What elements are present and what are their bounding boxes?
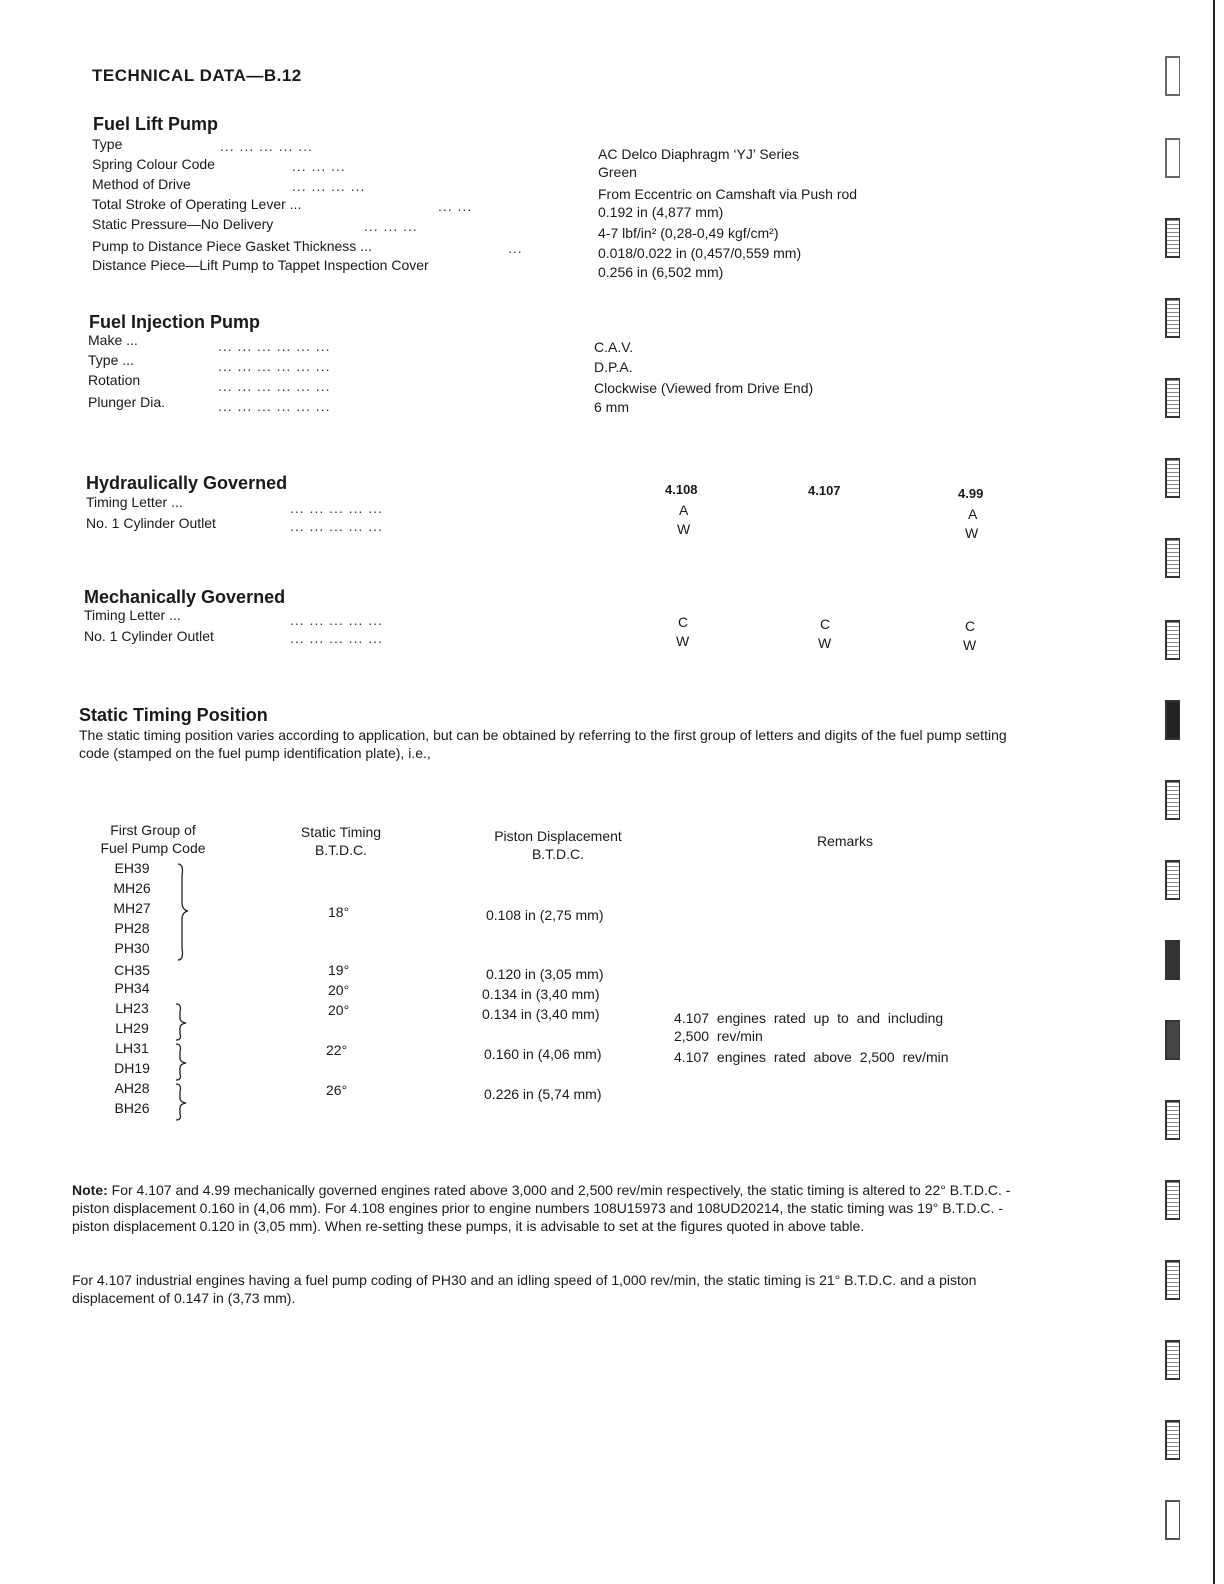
leader-dots: ... ... — [438, 198, 473, 214]
cylinder-outlet-4108: W — [676, 633, 690, 649]
note-paragraph — [72, 1181, 1016, 1235]
fuel-injection-pump-heading: Fuel Injection Pump — [89, 312, 261, 332]
binding-tab — [1165, 218, 1180, 258]
fuel-pump-code: LH31 — [115, 1040, 149, 1056]
leader-dots: ... ... ... ... ... — [290, 518, 383, 534]
spec-label: Static Pressure—No Delivery — [92, 216, 274, 232]
timing-letter-499: A — [968, 506, 978, 522]
binding-tab — [1165, 860, 1180, 900]
binding-tab — [1165, 1340, 1180, 1380]
spec-label: Plunger Dia. — [88, 394, 166, 410]
spec-label: No. 1 Cylinder Outlet — [86, 515, 216, 531]
static-timing-value: 22° — [326, 1042, 348, 1058]
remarks-value: 4.107 engines rated up to and including 2,500 rev/min — [674, 1010, 944, 1044]
binding-tab — [1165, 780, 1180, 820]
code-group-brace-22deg — [168, 1042, 188, 1082]
spec-value: 0.256 in (6,502 mm) — [598, 264, 724, 280]
page-edge — [1213, 0, 1215, 1584]
col-header-static-timing: Static Timing B.T.D.C. — [300, 824, 382, 858]
timing-letter-499: C — [965, 618, 976, 634]
fuel-pump-code: MH26 — [113, 880, 151, 896]
fuel-pump-code: EH39 — [114, 860, 150, 876]
note-label: Note: — [72, 1182, 108, 1198]
binding-tab — [1165, 458, 1180, 498]
timing-letter-4107: C — [820, 616, 831, 632]
binding-tab — [1165, 1500, 1180, 1540]
note-paragraph-2: For 4.107 industrial engines having a fuel pump coding of PH30 and an idling speed of 1,000 rev/min, the static timing is 21° B.T.D.C. and a piston displacement of 0.147 in (3,73 mm). — [72, 1272, 977, 1306]
leader-dots: ... ... ... ... ... — [290, 500, 383, 516]
static-timing-value: 19° — [328, 962, 350, 978]
spec-value: 0.192 in (4,877 mm) — [598, 204, 724, 220]
spec-label: Timing Letter ... — [86, 494, 183, 510]
fuel-pump-code: PH30 — [114, 940, 150, 956]
static-timing-value: 26° — [326, 1082, 348, 1098]
cylinder-outlet-4108: W — [677, 521, 691, 537]
fuel-pump-code: LH23 — [115, 1000, 149, 1016]
piston-displacement-value: 0.108 in (2,75 mm) — [486, 907, 604, 923]
spec-label: Rotation — [88, 372, 141, 388]
remarks-value: 4.107 engines rated above 2,500 rev/min — [674, 1049, 949, 1065]
leader-dots: ... ... ... ... — [292, 178, 366, 194]
binding-tab — [1165, 1180, 1180, 1220]
static-timing-intro: The static timing position varies according to application, but can be obtained by referring to the first group of letters and digits of the fuel pump setting code (stamped on the fuel pump identification plate), i.e., — [79, 727, 1007, 761]
page-title: TECHNICAL DATA—B.12 — [92, 66, 302, 85]
piston-displacement-value: 0.134 in (3,40 mm) — [482, 986, 600, 1002]
spec-label: Distance Piece—Lift Pump to Tappet Inspection Cover — [92, 257, 429, 273]
hydraulically-governed-heading: Hydraulically Governed — [86, 473, 288, 493]
fuel-pump-code: BH26 — [114, 1100, 150, 1116]
col-header-4107: 4.107 — [808, 483, 841, 498]
mechanically-governed-heading: Mechanically Governed — [84, 587, 286, 607]
fuel-pump-code: LH29 — [115, 1020, 149, 1036]
cylinder-outlet-499: W — [963, 637, 977, 653]
fuel-pump-code: DH19 — [114, 1060, 150, 1076]
binding-tab — [1165, 56, 1180, 96]
col-header-remarks: Remarks — [816, 833, 873, 849]
piston-displacement-value: 0.226 in (5,74 mm) — [484, 1086, 602, 1102]
spec-label: Method of Drive — [92, 176, 191, 192]
timing-letter-4108: C — [678, 614, 689, 630]
spec-value: D.P.A. — [594, 359, 633, 375]
cylinder-outlet-499: W — [965, 525, 979, 541]
leader-dots: ... ... ... ... ... ... — [218, 338, 331, 354]
leader-dots: ... ... ... ... ... ... — [218, 398, 331, 414]
fuel-pump-code: PH34 — [114, 980, 150, 996]
fuel-pump-code: CH35 — [114, 962, 150, 978]
spec-label: Total Stroke of Operating Lever ... — [92, 196, 302, 212]
leader-dots: ... — [508, 240, 523, 256]
spec-value: From Eccentric on Camshaft via Push rod — [598, 186, 858, 202]
binding-tab — [1165, 1260, 1180, 1300]
code-group-brace-18deg — [170, 862, 190, 962]
spec-value: Clockwise (Viewed from Drive End) — [594, 380, 814, 396]
piston-displacement-value: 0.120 in (3,05 mm) — [486, 966, 604, 982]
cylinder-outlet-4107: W — [818, 635, 832, 651]
note-text: For 4.107 and 4.99 mechanically governed engines rated above 3,000 and 2,500 rev/min respectively, the static timing is altered to 22° B.T.D.C. - piston displacement 0.160 in (4,06 mm). For 4.108 engines prior to engine numbers 108U15973 and 108UD20214, the static timing was 19° B.T.D.C. - piston displacement 0.120 in (3,05 mm). When re-setting these pumps, it is advisable to set at the figures quoted in above table. — [72, 1182, 1011, 1234]
spec-label: Pump to Distance Piece Gasket Thickness ... — [92, 238, 372, 254]
leader-dots: ... ... ... — [364, 218, 418, 234]
leader-dots: ... ... ... ... ... ... — [218, 378, 331, 394]
piston-displacement-value: 0.134 in (3,40 mm) — [482, 1006, 600, 1022]
leader-dots: ... ... ... ... ... ... — [218, 358, 331, 374]
spec-value: 6 mm — [594, 399, 629, 415]
spec-label: Timing Letter ... — [84, 607, 181, 623]
binding-tab — [1165, 940, 1180, 980]
spec-value: 4-7 lbf/in² (0,28-0,49 kgf/cm²) — [598, 225, 779, 241]
static-timing-value: 18° — [328, 904, 350, 920]
piston-displacement-value: 0.160 in (4,06 mm) — [484, 1046, 602, 1062]
binding-tab — [1165, 298, 1180, 338]
spec-value: AC Delco Diaphragm ‘YJ’ Series — [598, 146, 799, 162]
spec-label: Type ... — [88, 352, 134, 368]
col-header-499: 4.99 — [958, 486, 984, 501]
binding-tab — [1165, 378, 1180, 418]
binding-tab — [1165, 700, 1180, 740]
spec-value: 0.018/0.022 in (0,457/0,559 mm) — [598, 245, 802, 261]
binding-tab — [1165, 138, 1180, 178]
static-timing-value: 20° — [328, 982, 350, 998]
leader-dots: ... ... ... ... ... — [220, 138, 313, 154]
spec-label: Make ... — [88, 332, 138, 348]
binding-tab — [1165, 1420, 1180, 1460]
leader-dots: ... ... ... ... ... — [290, 630, 383, 646]
spec-value: C.A.V. — [594, 339, 634, 355]
fuel-lift-pump-heading: Fuel Lift Pump — [93, 114, 218, 134]
fuel-pump-code: AH28 — [114, 1080, 150, 1096]
static-timing-heading: Static Timing Position — [79, 705, 268, 725]
code-group-brace-20deg — [168, 1002, 188, 1042]
spec-label: No. 1 Cylinder Outlet — [84, 628, 214, 644]
code-group-brace-26deg — [168, 1082, 188, 1122]
fuel-pump-code: PH28 — [114, 920, 150, 936]
col-header-4108: 4.108 — [665, 482, 698, 497]
binding-tab — [1165, 538, 1180, 578]
binding-tab — [1165, 1020, 1180, 1060]
col-header-piston-displacement: Piston Displacement B.T.D.C. — [494, 828, 622, 862]
col-header-fuel-pump-code: First Group of Fuel Pump Code — [100, 822, 206, 856]
binding-tab — [1165, 1100, 1180, 1140]
leader-dots: ... ... ... ... ... — [290, 612, 383, 628]
binding-tab — [1165, 620, 1180, 660]
timing-letter-4108: A — [679, 502, 689, 518]
leader-dots: ... ... ... — [292, 158, 346, 174]
fuel-pump-code: MH27 — [113, 900, 151, 916]
spec-label: Spring Colour Code — [92, 156, 215, 172]
spec-value: Green — [598, 164, 637, 180]
spec-label: Type — [92, 136, 123, 152]
static-timing-value: 20° — [328, 1002, 350, 1018]
